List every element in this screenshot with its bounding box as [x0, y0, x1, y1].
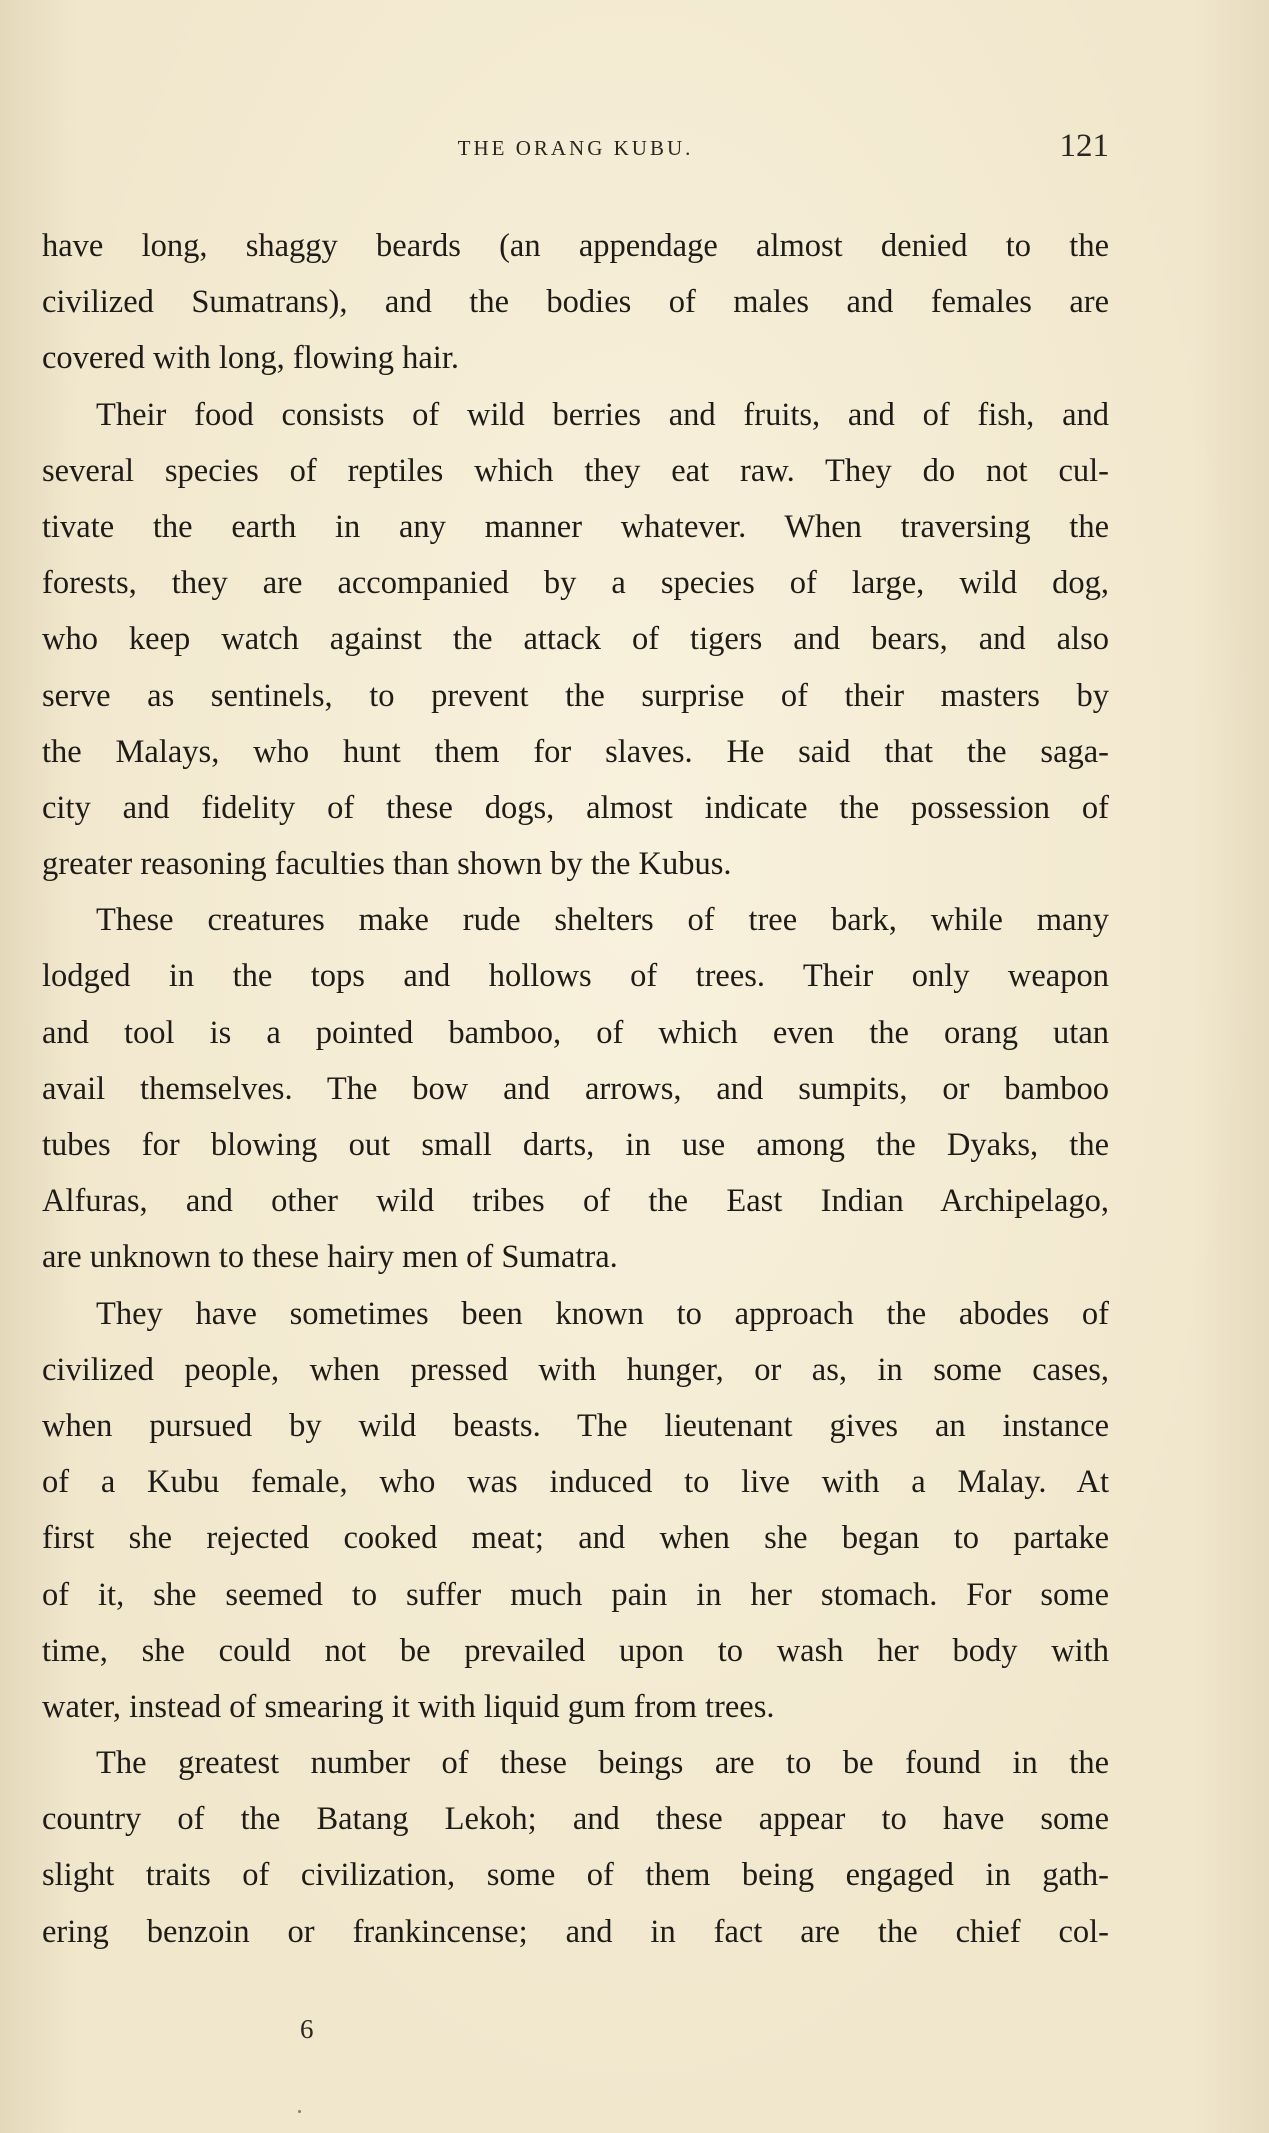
running-title: THE ORANG KUBU.: [457, 136, 694, 160]
signature-mark: 6: [300, 2014, 314, 2044]
text-line: ering benzoin or frankincense; and in fact are the chief col-: [42, 1913, 1109, 1950]
paragraph-5: [42, 1735, 1109, 1960]
paragraph-1: [42, 218, 1109, 387]
text-line: Alfuras, and other wild tribes of the East Indian Archipelago,: [42, 1183, 1109, 1220]
text-line: civilized people, when pressed with hunger, or as, in some cases,: [42, 1351, 1109, 1388]
paper-speck: [298, 2110, 301, 2113]
text-line: forests, they are accompanied by a species of large, wild dog,: [42, 565, 1109, 602]
text-line: city and fidelity of these dogs, almost indicate the possession of: [42, 789, 1109, 826]
text-line: of it, she seemed to suffer much pain in her stomach. For some: [42, 1576, 1109, 1613]
paragraph-4: [42, 1286, 1109, 1736]
text-line: greater reasoning faculties than shown by the Kubus.: [42, 846, 732, 883]
text-line: They have sometimes been known to approach the abodes of: [96, 1295, 1109, 1332]
text-line: avail themselves. The bow and arrows, and sumpits, or bamboo: [42, 1070, 1109, 1107]
text-line: serve as sentinels, to prevent the surprise of their masters by: [42, 677, 1109, 714]
text-line: slight traits of civilization, some of them being engaged in gath-: [42, 1857, 1109, 1894]
text-line: of a Kubu female, who was induced to live with a Malay. At: [42, 1464, 1109, 1501]
text-line: time, she could not be prevailed upon to wash her body with: [42, 1632, 1109, 1669]
paragraph-2: [42, 387, 1109, 893]
text-line: who keep watch against the attack of tigers and bears, and also: [42, 621, 1109, 658]
text-line: the Malays, who hunt them for slaves. He said that the saga-: [42, 733, 1109, 770]
text-line: are unknown to these hairy men of Sumatra.: [42, 1239, 618, 1276]
running-head: [42, 128, 1109, 168]
text-line: lodged in the tops and hollows of trees. Their only weapon: [42, 958, 1109, 995]
text-line: These creatures make rude shelters of tree bark, while many: [96, 902, 1109, 939]
text-line: country of the Batang Lekoh; and these appear to have some: [42, 1801, 1109, 1838]
text-line: first she rejected cooked meat; and when she began to partake: [42, 1520, 1109, 1557]
text-line: The greatest number of these beings are to be found in the: [96, 1745, 1109, 1782]
text-line: tubes for blowing out small darts, in use among the Dyaks, the: [42, 1127, 1109, 1163]
text-line: several species of reptiles which they eat raw. They do not cul-: [42, 452, 1109, 489]
text-line: covered with long, flowing hair.: [42, 340, 459, 377]
text-line: civilized Sumatrans), and the bodies of males and females are: [42, 284, 1109, 321]
text-line: tivate the earth in any manner whatever. When traversing the: [42, 508, 1109, 545]
paragraph-3: [42, 892, 1109, 1285]
text-line: Their food consists of wild berries and fruits, and of fish, and: [96, 396, 1109, 433]
body-text: [42, 218, 1109, 1960]
text-line: and tool is a pointed bamboo, of which even the orang utan: [42, 1014, 1109, 1051]
page-number: 121: [1059, 128, 1109, 164]
text-line: have long, shaggy beards (an appendage almost denied to the: [42, 228, 1109, 264]
text-line: when pursued by wild beasts. The lieutenant gives an instance: [42, 1407, 1109, 1444]
text-line: water, instead of smearing it with liquid gum from trees.: [42, 1688, 775, 1725]
